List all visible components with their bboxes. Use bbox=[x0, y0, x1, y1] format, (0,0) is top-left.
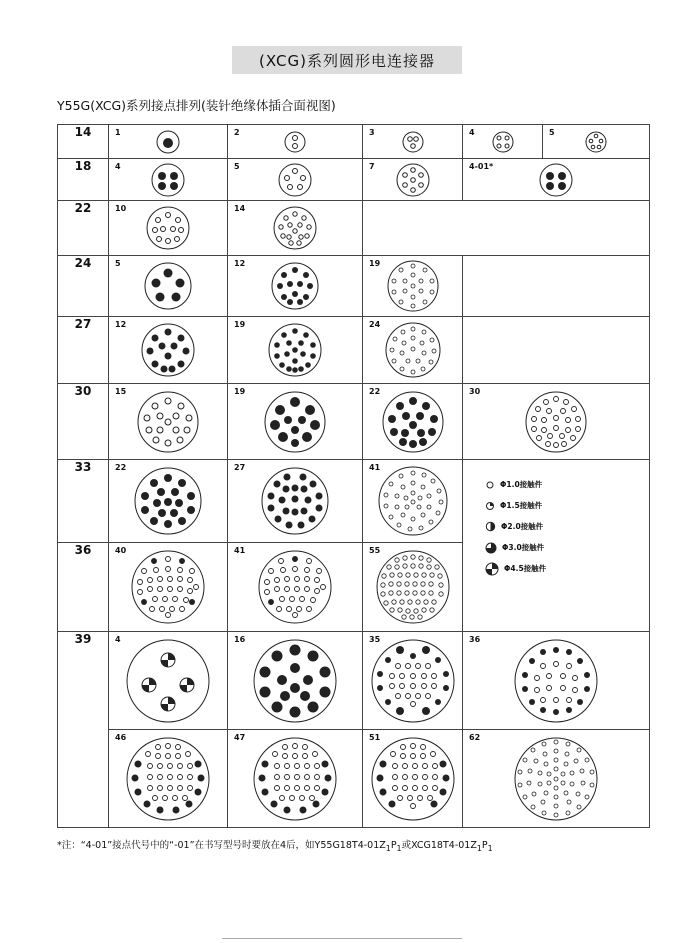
connector-face-icon bbox=[584, 130, 608, 154]
contact-3-0-icon bbox=[485, 542, 497, 554]
connector-face-icon bbox=[524, 390, 588, 454]
shell-size-label: 14 bbox=[74, 125, 92, 139]
arrangement-code: 4 bbox=[115, 162, 121, 171]
title-box bbox=[232, 46, 462, 74]
arrangement-cell bbox=[363, 159, 463, 201]
arrangement-code: 36 bbox=[469, 635, 481, 644]
shell-size-cell bbox=[58, 460, 109, 543]
connector-face-icon bbox=[130, 549, 206, 625]
shell-size-label: 22 bbox=[74, 201, 92, 215]
connector-face-icon bbox=[263, 390, 327, 454]
arrangement-cell bbox=[109, 384, 228, 460]
arrangement-code: 24 bbox=[369, 320, 381, 329]
legend-item bbox=[485, 495, 546, 516]
legend-label: Φ2.0接触件 bbox=[501, 522, 544, 531]
connector-face-icon bbox=[150, 162, 186, 198]
connector-face-icon bbox=[252, 736, 338, 822]
connector-face-icon bbox=[377, 465, 449, 537]
footnote-subscript: 1 bbox=[385, 843, 391, 853]
connector-face-icon bbox=[155, 129, 181, 155]
arrangement-code: 27 bbox=[234, 463, 246, 472]
arrangement-code: 51 bbox=[369, 733, 381, 742]
arrangement-cell bbox=[363, 125, 463, 159]
table-row bbox=[58, 125, 650, 159]
arrangement-cell bbox=[463, 125, 543, 159]
arrangement-code: 3 bbox=[369, 128, 375, 137]
connector-face-icon bbox=[145, 205, 191, 251]
arrangement-cell bbox=[228, 730, 363, 828]
connector-face-icon bbox=[386, 259, 440, 313]
legend-label: Φ3.0接触件 bbox=[502, 543, 545, 552]
connector-face-icon bbox=[272, 205, 318, 251]
connector-face-icon bbox=[384, 321, 442, 379]
arrangement-cell bbox=[109, 543, 228, 632]
shell-size-cell bbox=[58, 256, 109, 317]
arrangement-cell bbox=[463, 730, 650, 828]
arrangement-cell bbox=[363, 460, 463, 543]
arrangement-cell bbox=[228, 632, 363, 730]
arrangement-code: 5 bbox=[234, 162, 240, 171]
arrangement-code: 14 bbox=[234, 204, 246, 213]
shell-size-cell bbox=[58, 125, 109, 159]
arrangement-cell bbox=[228, 317, 363, 384]
arrangement-cell bbox=[228, 384, 363, 460]
empty-cell bbox=[463, 256, 650, 317]
footnote-text: P bbox=[390, 840, 397, 851]
arrangement-cell bbox=[363, 384, 463, 460]
arrangement-code: 4 bbox=[115, 635, 121, 644]
arrangement-cell bbox=[109, 460, 228, 543]
arrangement-cell bbox=[363, 632, 463, 730]
arrangement-cell bbox=[463, 632, 650, 730]
arrangement-code: 62 bbox=[469, 733, 481, 742]
table-row bbox=[58, 460, 650, 543]
connector-face-icon bbox=[513, 638, 599, 724]
arrangement-code: 12 bbox=[115, 320, 127, 329]
arrangement-cell bbox=[109, 201, 228, 256]
connector-face-icon bbox=[125, 736, 211, 822]
connector-face-icon bbox=[538, 162, 574, 198]
shell-size-cell bbox=[58, 201, 109, 256]
shell-size-label: 36 bbox=[74, 543, 92, 557]
connector-face-icon bbox=[381, 390, 445, 454]
table-row bbox=[58, 256, 650, 317]
shell-size-cell bbox=[58, 632, 109, 828]
connector-face-icon bbox=[370, 638, 456, 724]
arrangement-code: 19 bbox=[234, 387, 246, 396]
arrangement-code: 41 bbox=[234, 546, 246, 555]
shell-size-label: 30 bbox=[74, 384, 92, 398]
arrangement-code: 22 bbox=[369, 387, 381, 396]
arrangement-cell bbox=[109, 125, 228, 159]
legend-item bbox=[485, 558, 546, 579]
arrangement-code: 1 bbox=[115, 128, 121, 137]
arrangement-cell bbox=[463, 159, 650, 201]
arrangement-cell bbox=[363, 317, 463, 384]
arrangement-code: 12 bbox=[234, 259, 246, 268]
connector-face-icon bbox=[136, 390, 200, 454]
contact-arrangement-table bbox=[57, 124, 650, 828]
arrangement-cell bbox=[109, 317, 228, 384]
connector-face-icon bbox=[270, 261, 320, 311]
connector-face-icon bbox=[370, 736, 456, 822]
contact-1-0-icon bbox=[485, 480, 495, 490]
arrangement-cell bbox=[228, 159, 363, 201]
arrangement-cell bbox=[109, 256, 228, 317]
arrangement-cell bbox=[543, 125, 650, 159]
shell-size-cell bbox=[58, 543, 109, 632]
legend-cell bbox=[463, 460, 650, 632]
arrangement-code: 19 bbox=[369, 259, 381, 268]
shell-size-label: 18 bbox=[74, 159, 92, 173]
arrangement-code: 55 bbox=[369, 546, 381, 555]
empty-cell bbox=[463, 317, 650, 384]
arrangement-code: 35 bbox=[369, 635, 381, 644]
contact-1-5-icon bbox=[485, 501, 495, 511]
arrangement-code: 47 bbox=[234, 733, 246, 742]
legend-label: Φ1.5接触件 bbox=[500, 501, 543, 510]
footnote-subscript: 1 bbox=[476, 843, 482, 853]
connector-face-icon bbox=[491, 130, 515, 154]
arrangement-code: 15 bbox=[115, 387, 127, 396]
connector-face-icon bbox=[140, 322, 196, 378]
arrangement-code: 30 bbox=[469, 387, 481, 396]
arrangement-cell bbox=[228, 125, 363, 159]
footnote-subscript: 1 bbox=[487, 843, 493, 853]
legend-item bbox=[485, 474, 546, 495]
table-row bbox=[58, 632, 650, 730]
connector-face-icon bbox=[395, 162, 431, 198]
shell-size-cell bbox=[58, 159, 109, 201]
shell-size-label: 24 bbox=[74, 256, 92, 270]
bottom-rule bbox=[222, 938, 462, 939]
connector-face-icon bbox=[513, 736, 599, 822]
table-row bbox=[58, 201, 650, 256]
connector-face-icon bbox=[252, 638, 338, 724]
arrangement-cell bbox=[228, 256, 363, 317]
empty-cell bbox=[363, 201, 650, 256]
table-row bbox=[58, 384, 650, 460]
footnote-text: P bbox=[481, 840, 488, 851]
shell-size-label: 39 bbox=[74, 632, 92, 646]
contact-size-legend bbox=[485, 474, 546, 579]
contact-2-0-icon bbox=[485, 521, 496, 532]
connector-face-icon bbox=[143, 261, 193, 311]
arrangement-cell bbox=[363, 256, 463, 317]
connector-face-icon bbox=[277, 162, 313, 198]
table-row bbox=[58, 730, 650, 828]
arrangement-cell bbox=[109, 159, 228, 201]
arrangement-code: 4 bbox=[469, 128, 475, 137]
connector-face-icon bbox=[257, 549, 333, 625]
footnote-subscript: 1 bbox=[396, 843, 402, 853]
connector-face-icon bbox=[125, 638, 211, 724]
arrangement-cell bbox=[228, 460, 363, 543]
arrangement-cell bbox=[109, 730, 228, 828]
connector-face-icon bbox=[133, 466, 203, 536]
table-row bbox=[58, 159, 650, 201]
arrangement-cell bbox=[228, 543, 363, 632]
footnote-text: 或XCG18T4-01Z bbox=[401, 840, 477, 851]
arrangement-code: 41 bbox=[369, 463, 381, 472]
page-subtitle: Y55G(XCG)系列接点排列(装针绝缘体插合面视图) bbox=[57, 98, 336, 113]
arrangement-code: 22 bbox=[115, 463, 127, 472]
arrangement-code: 4-01* bbox=[469, 162, 494, 171]
arrangement-code: 46 bbox=[115, 733, 127, 742]
arrangement-cell bbox=[363, 543, 463, 632]
arrangement-cell bbox=[228, 201, 363, 256]
arrangement-cell bbox=[363, 730, 463, 828]
shell-size-label: 33 bbox=[74, 460, 92, 474]
arrangement-cell bbox=[463, 384, 650, 460]
arrangement-cell bbox=[109, 632, 228, 730]
connector-face-icon bbox=[260, 466, 330, 536]
arrangement-code: 19 bbox=[234, 320, 246, 329]
arrangement-code: 5 bbox=[549, 128, 555, 137]
legend-item bbox=[485, 537, 546, 558]
shell-size-cell bbox=[58, 384, 109, 460]
connector-face-icon bbox=[283, 130, 307, 154]
arrangement-code: 2 bbox=[234, 128, 240, 137]
legend-label: Φ1.0接触件 bbox=[500, 480, 543, 489]
page-title: (XCG)系列圆形电连接器 bbox=[259, 51, 435, 70]
legend-label: Φ4.5接触件 bbox=[504, 564, 547, 573]
shell-size-label: 27 bbox=[74, 317, 92, 331]
connector-face-icon bbox=[375, 549, 451, 625]
connector-face-icon bbox=[267, 322, 323, 378]
footnote bbox=[57, 837, 493, 853]
shell-size-cell bbox=[58, 317, 109, 384]
arrangement-code: 40 bbox=[115, 546, 127, 555]
footnote-text: *注：“4-01”接点代号中的“-01”在书写型号时要放在4后，如Y55G18T4-01Z bbox=[57, 840, 386, 851]
table-row bbox=[58, 317, 650, 384]
arrangement-code: 7 bbox=[369, 162, 375, 171]
contact-4-5-icon bbox=[485, 562, 499, 576]
connector-face-icon bbox=[401, 130, 425, 154]
legend-item bbox=[485, 516, 546, 537]
arrangement-code: 16 bbox=[234, 635, 246, 644]
arrangement-code: 10 bbox=[115, 204, 127, 213]
arrangement-code: 5 bbox=[115, 259, 121, 268]
